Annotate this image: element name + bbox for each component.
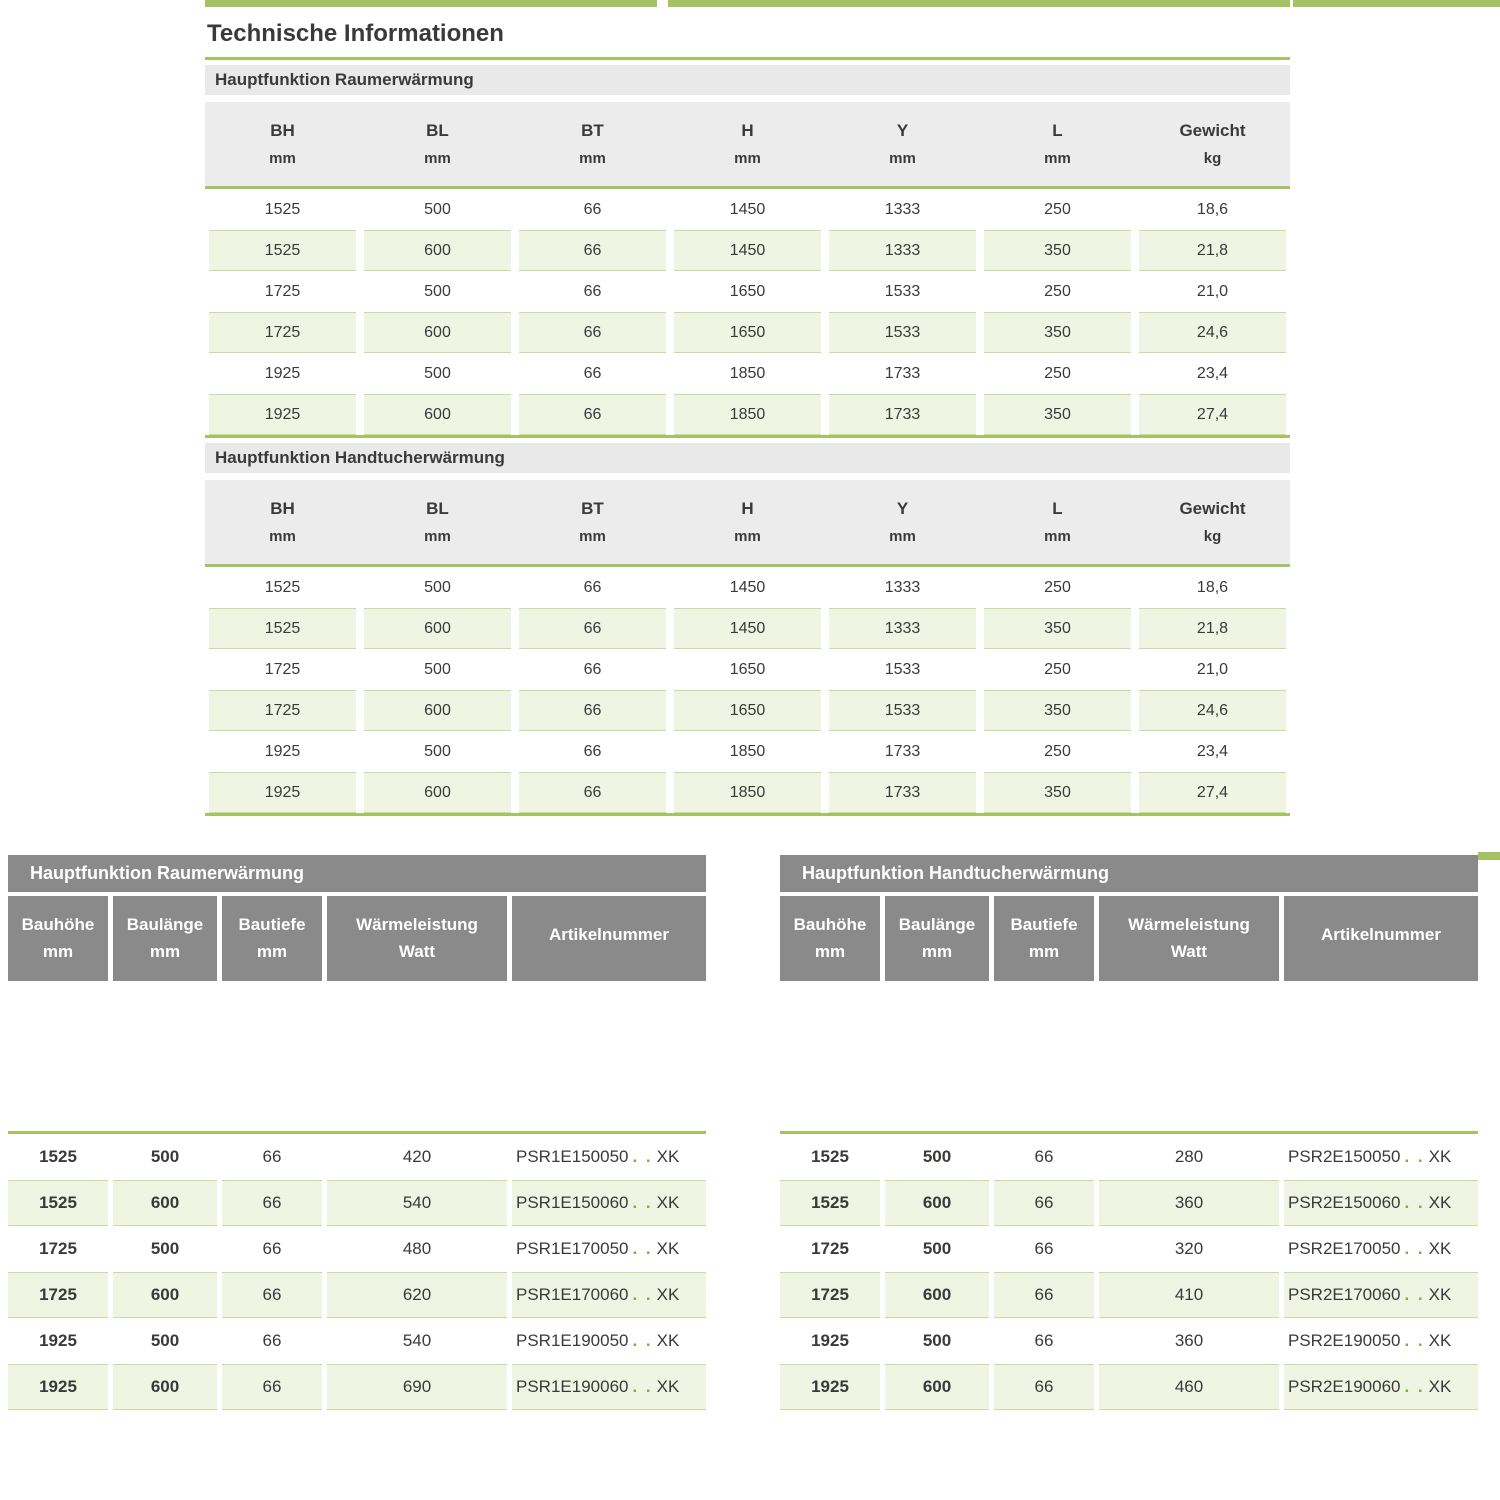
spec-row [205, 189, 1290, 230]
cell-h: 1450 [674, 230, 821, 271]
column-unit: mm [734, 150, 761, 167]
cell-baulaenge: 500 [922, 1147, 952, 1166]
column-unit: Watt [1170, 942, 1208, 961]
artikel-suffix: XK [656, 1239, 680, 1258]
artikel-dots: . . [632, 1193, 653, 1212]
column-label: Wärmeleistung [1128, 915, 1250, 934]
artikel-suffix: XK [656, 1147, 680, 1166]
spec-row [205, 690, 1290, 731]
cell-bautiefe: 66 [262, 1239, 282, 1258]
column-header-bautiefe [994, 896, 1094, 981]
cell-baulaenge: 500 [150, 1147, 180, 1166]
cell-bl: 500 [424, 660, 451, 678]
column-header-h [670, 480, 825, 564]
cell-baulaenge: 500 [922, 1331, 952, 1350]
product-row [8, 1364, 706, 1410]
column-header-gewicht [1135, 480, 1290, 564]
product-image-area [780, 981, 1478, 1131]
column-header-bauhoehe [8, 896, 108, 981]
cell-bauhoehe: 1525 [39, 1147, 77, 1166]
artikel-dots: . . [1404, 1239, 1425, 1258]
cell-bautiefe: 66 [1034, 1239, 1054, 1258]
column-label: Bauhöhe [21, 915, 95, 934]
product-table-header [8, 896, 706, 981]
artikel-prefix: PSR1E150050 [516, 1147, 629, 1166]
column-label: Artikelnummer [549, 925, 669, 944]
column-unit: kg [1203, 150, 1222, 167]
cell-bt: 66 [583, 660, 602, 678]
cell-bh: 1725 [264, 282, 301, 300]
cell-bautiefe: 66 [262, 1331, 282, 1350]
cell-y: 1733 [884, 742, 921, 760]
cell-gewicht: 27,4 [1139, 772, 1286, 813]
artikel-dots: . . [632, 1285, 653, 1304]
cell-l: 250 [1044, 742, 1071, 760]
cell-bauhoehe: 1725 [39, 1239, 77, 1258]
artikel-suffix: XK [1428, 1147, 1452, 1166]
column-unit: mm [1044, 528, 1071, 545]
technical-info-panel [205, 7, 1290, 816]
right-table-corner-accent [1478, 852, 1500, 860]
cell-bauhoehe: 1925 [39, 1331, 77, 1350]
cell-h: 1850 [729, 364, 766, 382]
column-header-artikelnummer [512, 896, 706, 981]
cell-bl: 600 [364, 394, 511, 435]
product-table-raumerwaermung [8, 855, 706, 1410]
artikel-prefix: PSR2E150050 [1288, 1147, 1401, 1166]
column-unit: mm [1028, 942, 1060, 961]
cell-artikelnummer [512, 1180, 706, 1226]
cell-baulaenge: 500 [922, 1239, 952, 1258]
artikel-prefix: PSR2E190050 [1288, 1331, 1401, 1350]
column-label: BT [581, 499, 604, 518]
cell-l: 350 [984, 312, 1131, 353]
column-label: Y [896, 499, 909, 518]
cell-bl: 500 [424, 282, 451, 300]
artikel-dots: . . [1404, 1285, 1425, 1304]
cell-bl: 500 [424, 578, 451, 596]
artikel-prefix: PSR2E170060 [1288, 1285, 1401, 1304]
cell-watt: 480 [402, 1239, 432, 1258]
cell-watt: 360 [1099, 1180, 1279, 1226]
cell-gewicht: 21,8 [1139, 230, 1286, 271]
product-row [780, 1272, 1478, 1318]
product-table-title [780, 855, 1478, 892]
artikel-prefix: PSR1E150060 [516, 1193, 629, 1212]
cell-gewicht: 24,6 [1139, 312, 1286, 353]
cell-bauhoehe: 1525 [780, 1180, 880, 1226]
column-unit: mm [149, 942, 181, 961]
cell-bl: 500 [424, 742, 451, 760]
cell-bt: 66 [519, 394, 666, 435]
cell-bauhoehe: 1925 [780, 1364, 880, 1410]
cell-bh: 1525 [264, 200, 301, 218]
artikel-dots: . . [632, 1147, 653, 1166]
table-bottom-rule [205, 813, 1290, 816]
cell-bl: 600 [364, 608, 511, 649]
cell-l: 350 [984, 690, 1131, 731]
product-table-title-text: Hauptfunktion Handtucherwärmung [802, 863, 1109, 883]
column-unit: mm [579, 150, 606, 167]
cell-l: 250 [1044, 660, 1071, 678]
cell-h: 1650 [729, 660, 766, 678]
column-header-bh [205, 102, 360, 186]
cell-bauhoehe: 1925 [8, 1364, 108, 1410]
column-unit: Watt [398, 942, 436, 961]
spec-table-header [205, 102, 1290, 186]
cell-bh: 1525 [209, 608, 356, 649]
artikel-dots: . . [1404, 1377, 1425, 1396]
cell-bh: 1525 [209, 230, 356, 271]
product-table-handtucherwaermung [780, 855, 1478, 1410]
column-label: BL [426, 121, 449, 140]
cell-h: 1450 [729, 200, 766, 218]
cell-bl: 500 [424, 200, 451, 218]
column-unit: mm [1044, 150, 1071, 167]
cell-bt: 66 [519, 230, 666, 271]
column-header-y [825, 480, 980, 564]
product-row [8, 1318, 706, 1364]
section-header-raumerwaermung [205, 65, 1290, 95]
product-row [8, 1134, 706, 1180]
column-header-bautiefe [222, 896, 322, 981]
column-unit: mm [42, 942, 74, 961]
cell-h: 1650 [729, 282, 766, 300]
cell-gewicht: 21,8 [1139, 608, 1286, 649]
column-header-baulaenge [885, 896, 989, 981]
cell-artikelnummer [512, 1364, 706, 1410]
cell-artikelnummer [512, 1318, 706, 1364]
cell-y: 1733 [829, 772, 976, 813]
column-header-bauhoehe [780, 896, 880, 981]
artikel-prefix: PSR2E150060 [1288, 1193, 1401, 1212]
column-header-waermeleistung [1099, 896, 1279, 981]
column-unit: mm [889, 528, 916, 545]
column-label: Wärmeleistung [356, 915, 478, 934]
cell-bauhoehe: 1725 [780, 1272, 880, 1318]
section-title: Hauptfunktion Handtucherwärmung [215, 448, 505, 467]
cell-bauhoehe: 1725 [8, 1272, 108, 1318]
cell-bauhoehe: 1725 [811, 1239, 849, 1258]
spec-row [205, 394, 1290, 435]
product-table-header [780, 896, 1478, 981]
cell-bauhoehe: 1525 [811, 1147, 849, 1166]
cell-gewicht: 18,6 [1196, 200, 1229, 218]
column-header-h [670, 102, 825, 186]
artikel-prefix: PSR1E190050 [516, 1331, 629, 1350]
spec-table-header [205, 480, 1290, 564]
cell-y: 1533 [829, 690, 976, 731]
cell-baulaenge: 600 [113, 1180, 217, 1226]
cell-watt: 460 [1099, 1364, 1279, 1410]
product-image-area [8, 981, 706, 1131]
column-label: L [1052, 121, 1063, 140]
cell-y: 1333 [829, 230, 976, 271]
cell-watt: 360 [1174, 1331, 1204, 1350]
column-label: BH [270, 499, 295, 518]
column-unit: mm [424, 528, 451, 545]
product-row [8, 1226, 706, 1272]
cell-bt: 66 [519, 772, 666, 813]
cell-h: 1450 [729, 578, 766, 596]
cell-bt: 66 [519, 608, 666, 649]
product-table-title-text: Hauptfunktion Raumerwärmung [30, 863, 305, 883]
cell-bauhoehe: 1925 [811, 1331, 849, 1350]
cell-artikelnummer [1284, 1364, 1478, 1410]
cell-y: 1733 [829, 394, 976, 435]
spec-row [205, 353, 1290, 394]
cell-h: 1650 [674, 690, 821, 731]
cell-bl: 600 [364, 772, 511, 813]
cell-h: 1450 [674, 608, 821, 649]
artikel-prefix: PSR1E190060 [516, 1377, 629, 1396]
cell-bt: 66 [519, 312, 666, 353]
column-unit: mm [269, 150, 296, 167]
column-unit: mm [921, 942, 953, 961]
title-underline [205, 57, 1290, 60]
cell-artikelnummer [1284, 1272, 1478, 1318]
cell-gewicht: 18,6 [1196, 578, 1229, 596]
cell-watt: 280 [1174, 1147, 1204, 1166]
column-header-baulaenge [113, 896, 217, 981]
column-label: BH [270, 121, 295, 140]
cell-h: 1850 [729, 742, 766, 760]
artikel-dots: . . [1404, 1193, 1425, 1212]
cell-artikelnummer [1284, 1318, 1478, 1364]
column-label: Baulänge [898, 915, 976, 934]
cell-baulaenge: 500 [150, 1331, 180, 1350]
artikel-suffix: XK [1428, 1285, 1452, 1304]
top-accent-bar-right [1293, 0, 1500, 7]
column-label: Bauhöhe [793, 915, 867, 934]
spec-row [205, 230, 1290, 271]
product-row [780, 1364, 1478, 1410]
cell-bt: 66 [519, 690, 666, 731]
artikel-dots: . . [632, 1331, 653, 1350]
product-row [780, 1226, 1478, 1272]
product-row [780, 1318, 1478, 1364]
cell-y: 1333 [884, 578, 921, 596]
spec-row [205, 772, 1290, 813]
artikel-dots: . . [1404, 1331, 1425, 1350]
column-label: Baulänge [126, 915, 204, 934]
cell-bh: 1725 [209, 690, 356, 731]
artikel-prefix: PSR2E190060 [1288, 1377, 1401, 1396]
cell-bautiefe: 66 [222, 1272, 322, 1318]
column-header-bl [360, 102, 515, 186]
cell-gewicht: 23,4 [1196, 742, 1229, 760]
cell-bt: 66 [583, 742, 602, 760]
cell-bautiefe: 66 [1034, 1147, 1054, 1166]
artikel-suffix: XK [656, 1285, 680, 1304]
page-title: Technische Informationen [207, 20, 504, 47]
cell-watt: 540 [327, 1180, 507, 1226]
column-unit: mm [424, 150, 451, 167]
cell-watt: 410 [1099, 1272, 1279, 1318]
cell-bh: 1925 [209, 394, 356, 435]
cell-baulaenge: 600 [113, 1364, 217, 1410]
product-row [8, 1272, 706, 1318]
cell-bh: 1925 [264, 364, 301, 382]
artikel-suffix: XK [656, 1331, 680, 1350]
cell-bl: 500 [424, 364, 451, 382]
artikel-dots: . . [1404, 1147, 1425, 1166]
column-unit: mm [269, 528, 296, 545]
cell-bautiefe: 66 [994, 1180, 1094, 1226]
artikel-prefix: PSR2E170050 [1288, 1239, 1401, 1258]
cell-h: 1850 [674, 394, 821, 435]
spec-row [205, 567, 1290, 608]
artikel-prefix: PSR1E170050 [516, 1239, 629, 1258]
artikel-suffix: XK [656, 1193, 680, 1212]
column-header-y [825, 102, 980, 186]
cell-l: 350 [984, 230, 1131, 271]
cell-artikelnummer [512, 1272, 706, 1318]
cell-artikelnummer [512, 1134, 706, 1180]
cell-bautiefe: 66 [222, 1180, 322, 1226]
column-label: Gewicht [1179, 121, 1246, 140]
top-accent-bar-mid [668, 0, 1290, 7]
column-header-artikelnummer [1284, 896, 1478, 981]
cell-baulaenge: 600 [885, 1180, 989, 1226]
column-header-l [980, 102, 1135, 186]
cell-bl: 600 [364, 690, 511, 731]
cell-h: 1850 [674, 772, 821, 813]
cell-watt: 690 [327, 1364, 507, 1410]
column-header-bl [360, 480, 515, 564]
column-label: BT [581, 121, 604, 140]
cell-bh: 1725 [209, 312, 356, 353]
column-label: BL [426, 499, 449, 518]
cell-gewicht: 23,4 [1196, 364, 1229, 382]
cell-bh: 1925 [209, 772, 356, 813]
column-unit: mm [579, 528, 606, 545]
cell-l: 250 [1044, 578, 1071, 596]
cell-y: 1533 [829, 312, 976, 353]
cell-l: 250 [1044, 364, 1071, 382]
artikel-suffix: XK [1428, 1193, 1452, 1212]
spec-row [205, 649, 1290, 690]
cell-h: 1650 [674, 312, 821, 353]
cell-watt: 320 [1174, 1239, 1204, 1258]
cell-l: 350 [984, 394, 1131, 435]
artikel-suffix: XK [656, 1377, 680, 1396]
cell-gewicht: 21,0 [1196, 660, 1229, 678]
cell-bautiefe: 66 [994, 1272, 1094, 1318]
cell-bh: 1525 [264, 578, 301, 596]
spec-row [205, 731, 1290, 772]
cell-bautiefe: 66 [262, 1147, 282, 1166]
cell-gewicht: 21,0 [1196, 282, 1229, 300]
artikel-suffix: XK [1428, 1239, 1452, 1258]
column-label: Y [896, 121, 909, 140]
cell-bh: 1725 [264, 660, 301, 678]
cell-bt: 66 [583, 282, 602, 300]
cell-bt: 66 [583, 200, 602, 218]
column-unit: kg [1203, 528, 1222, 545]
cell-bt: 66 [583, 364, 602, 382]
column-label: Artikelnummer [1321, 925, 1441, 944]
spec-row [205, 271, 1290, 312]
product-row [780, 1134, 1478, 1180]
cell-watt: 620 [327, 1272, 507, 1318]
section-title: Hauptfunktion Raumerwärmung [215, 70, 474, 89]
column-header-bt [515, 480, 670, 564]
cell-baulaenge: 600 [885, 1364, 989, 1410]
column-label: Bautiefe [238, 915, 306, 934]
spec-row [205, 312, 1290, 353]
cell-baulaenge: 600 [113, 1272, 217, 1318]
cell-bautiefe: 66 [222, 1364, 322, 1410]
column-header-gewicht [1135, 102, 1290, 186]
column-unit: mm [814, 942, 846, 961]
cell-artikelnummer [1284, 1180, 1478, 1226]
cell-bl: 600 [364, 312, 511, 353]
cell-l: 350 [984, 772, 1131, 813]
product-row [8, 1180, 706, 1226]
cell-gewicht: 24,6 [1139, 690, 1286, 731]
column-label: L [1052, 499, 1063, 518]
product-row [780, 1180, 1478, 1226]
column-unit: mm [256, 942, 288, 961]
cell-bautiefe: 66 [994, 1364, 1094, 1410]
cell-y: 1333 [829, 608, 976, 649]
spec-row [205, 608, 1290, 649]
cell-bl: 600 [364, 230, 511, 271]
column-header-waermeleistung [327, 896, 507, 981]
cell-y: 1533 [884, 660, 921, 678]
cell-watt: 540 [402, 1331, 432, 1350]
column-header-l [980, 480, 1135, 564]
artikel-suffix: XK [1428, 1331, 1452, 1350]
cell-y: 1533 [884, 282, 921, 300]
column-label: Gewicht [1179, 499, 1246, 518]
column-unit: mm [734, 528, 761, 545]
cell-watt: 420 [402, 1147, 432, 1166]
column-header-bh [205, 480, 360, 564]
cell-l: 250 [1044, 200, 1071, 218]
cell-baulaenge: 600 [885, 1272, 989, 1318]
column-label: H [741, 499, 754, 518]
artikel-suffix: XK [1428, 1377, 1452, 1396]
top-accent-bar-left [205, 0, 657, 7]
table-bottom-rule [205, 435, 1290, 438]
cell-bautiefe: 66 [1034, 1331, 1054, 1350]
cell-l: 250 [1044, 282, 1071, 300]
cell-gewicht: 27,4 [1139, 394, 1286, 435]
column-label: H [741, 121, 754, 140]
cell-artikelnummer [1284, 1134, 1478, 1180]
column-header-bt [515, 102, 670, 186]
cell-baulaenge: 500 [150, 1239, 180, 1258]
cell-y: 1333 [884, 200, 921, 218]
cell-l: 350 [984, 608, 1131, 649]
product-table-title [8, 855, 706, 892]
cell-y: 1733 [884, 364, 921, 382]
cell-artikelnummer [512, 1226, 706, 1272]
cell-bh: 1925 [264, 742, 301, 760]
artikel-prefix: PSR1E170060 [516, 1285, 629, 1304]
column-unit: mm [889, 150, 916, 167]
section-header-handtucherwaermung [205, 443, 1290, 473]
cell-bauhoehe: 1525 [8, 1180, 108, 1226]
column-label: Bautiefe [1010, 915, 1078, 934]
cell-bt: 66 [583, 578, 602, 596]
cell-artikelnummer [1284, 1226, 1478, 1272]
artikel-dots: . . [632, 1239, 653, 1258]
artikel-dots: . . [632, 1377, 653, 1396]
